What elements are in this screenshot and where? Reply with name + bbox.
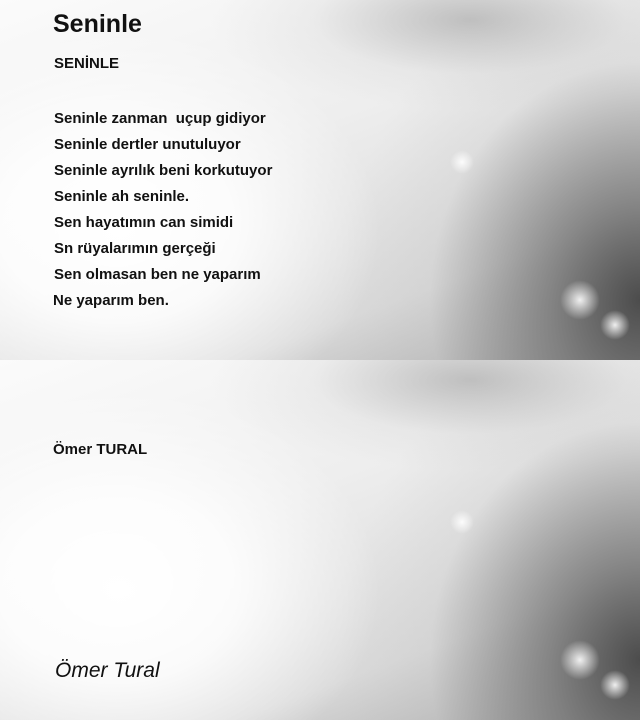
poem-line: Seninle ayrılık beni korkutuyor — [54, 162, 273, 179]
poem-line: Sen hayatımın can simidi — [54, 214, 234, 231]
bokeh-decoration — [450, 510, 474, 534]
poem-line: Sen olmasan ben ne yaparım — [54, 266, 261, 283]
bokeh-decoration — [600, 670, 630, 700]
poem-line: Ne yaparım ben. — [53, 292, 169, 309]
page-title: Seninle — [53, 10, 142, 38]
poem-body — [54, 106, 272, 314]
poem-line: Seninle ah seninle. — [54, 188, 190, 205]
poem-author: Ömer TURAL — [53, 441, 148, 458]
poem-heading: SENİNLE — [54, 55, 120, 72]
bokeh-decoration — [450, 150, 474, 174]
author-signature: Ömer Tural — [55, 659, 160, 682]
bokeh-decoration — [560, 280, 600, 320]
poem-line: Seninle zanman uçup gidiyor — [54, 110, 266, 127]
bokeh-decoration — [600, 310, 630, 340]
poem-line: Sn rüyalarımın gerçeği — [54, 240, 216, 257]
bokeh-decoration — [560, 640, 600, 680]
poem-panel-bottom — [0, 360, 640, 720]
poem-line: Seninle dertler unutuluyor — [54, 136, 241, 153]
